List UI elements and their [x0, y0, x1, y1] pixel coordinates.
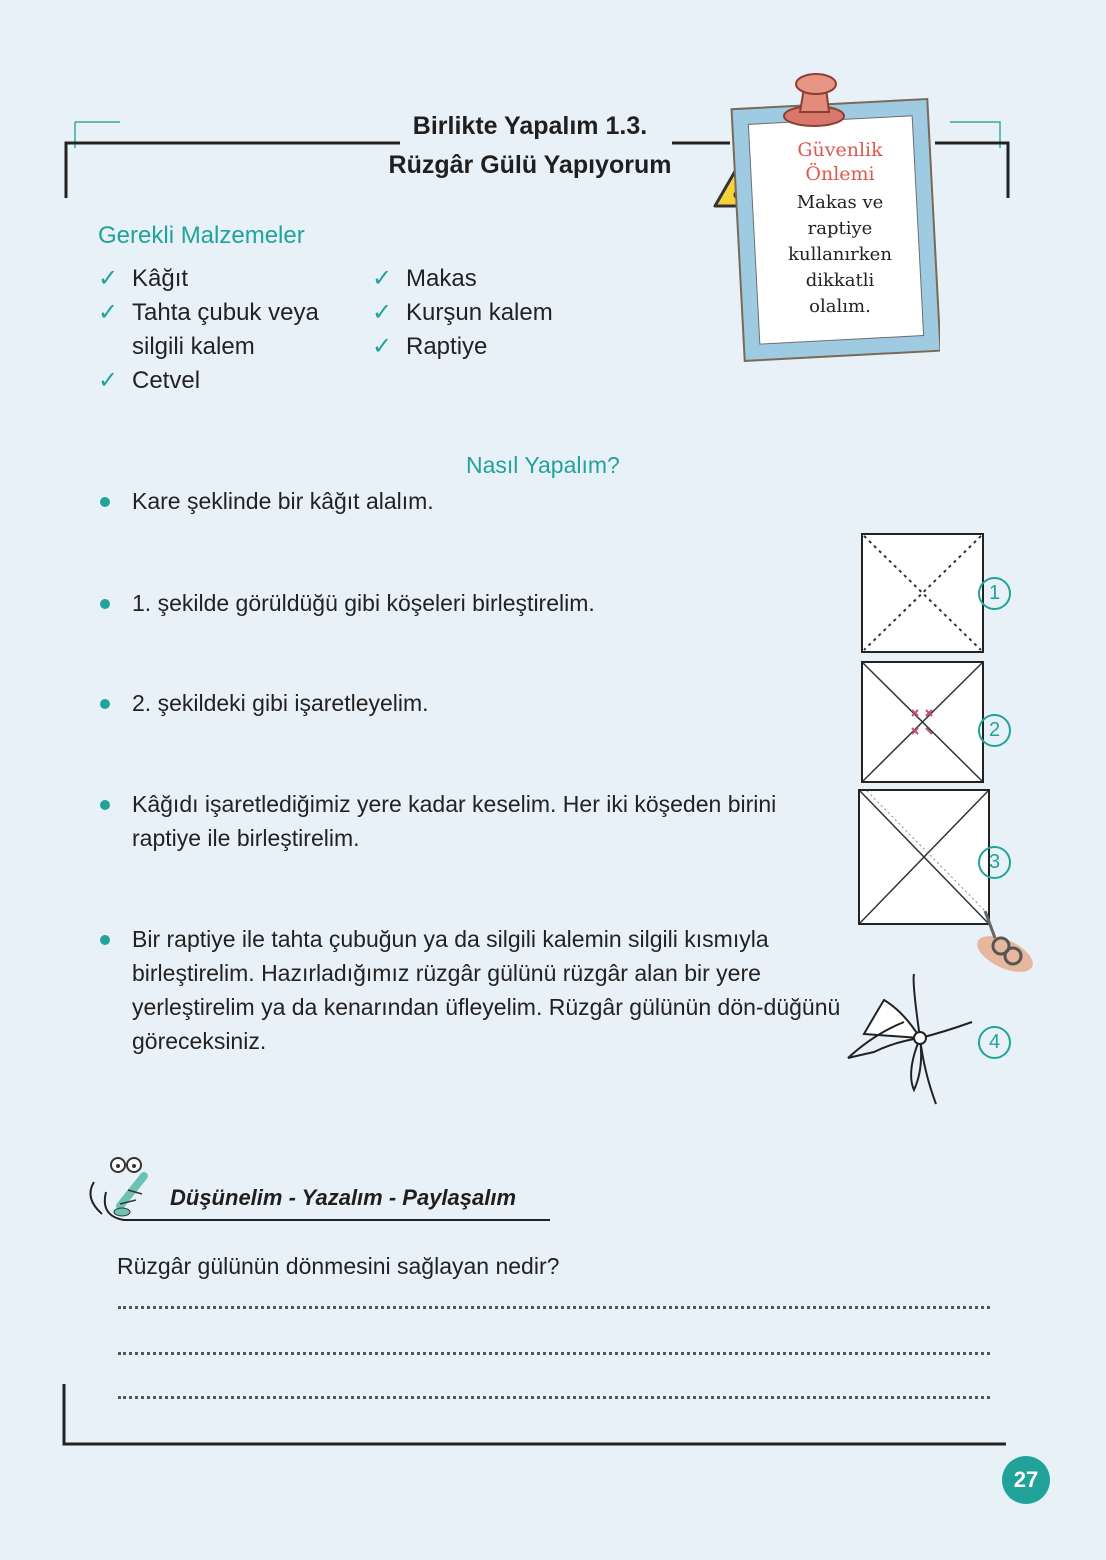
- check-icon: ✓: [98, 367, 119, 394]
- bottom-frame: [0, 1380, 1106, 1460]
- list-item: ✓ Raptiye: [372, 330, 553, 364]
- figure-3-cutting-square: [855, 786, 1060, 978]
- materials-heading: Gerekli Malzemeler: [98, 222, 305, 249]
- activity-subtitle: Rüzgâr Gülü Yapıyorum: [388, 151, 672, 179]
- figure-number: 1: [978, 577, 1011, 610]
- list-item: ✓ Kâğıt: [98, 262, 319, 296]
- safety-heading: Güvenlik: [797, 139, 883, 161]
- think-heading: Düşünelim - Yazalım - Paylaşalım: [170, 1185, 517, 1210]
- safety-text: Makas ve: [796, 192, 884, 213]
- bullet-icon: [100, 935, 110, 945]
- safety-text: kullanırken: [788, 244, 892, 265]
- activity-title: Birlikte Yapalım 1.3.: [412, 112, 648, 140]
- figure-2-marked-square: [860, 660, 986, 784]
- check-icon: ✓: [372, 265, 393, 292]
- safety-text: dikkatli: [805, 270, 875, 291]
- answer-line[interactable]: [118, 1352, 990, 1355]
- figure-number: 3: [978, 846, 1011, 879]
- safety-text: raptiye: [807, 218, 873, 239]
- materials-list-2: [372, 262, 553, 364]
- answer-line[interactable]: [118, 1306, 990, 1309]
- materials-list-1: [98, 262, 319, 398]
- safety-text: olalım.: [809, 296, 871, 317]
- how-heading: Nasıl Yapalım?: [466, 452, 620, 478]
- pushpin-icon: [774, 68, 854, 138]
- figure-number: 4: [978, 1026, 1011, 1059]
- list-item: ✓ Kurşun kalem: [372, 296, 553, 330]
- safety-heading: Önlemi: [805, 163, 875, 185]
- top-frame: [0, 0, 1106, 220]
- bullet-icon: [100, 497, 110, 507]
- list-item: silgili kalem: [132, 333, 255, 360]
- think-question: Rüzgâr gülünün dönmesini sağlayan nedir?: [117, 1253, 560, 1279]
- figure-4-pinwheel: [844, 972, 976, 1112]
- bullet-icon: [100, 800, 110, 810]
- bullet-icon: [100, 599, 110, 609]
- list-item: ✓ Cetvel: [98, 364, 319, 398]
- list-item: ✓ Tahta çubuk veya: [98, 296, 319, 330]
- check-icon: ✓: [372, 299, 393, 326]
- bullet-icon: [100, 699, 110, 709]
- safety-note: [730, 96, 940, 364]
- page-number: 27: [1002, 1456, 1050, 1504]
- check-icon: ✓: [98, 299, 119, 326]
- check-icon: ✓: [98, 265, 119, 292]
- figure-1-folded-square: [860, 532, 986, 654]
- check-icon: ✓: [372, 333, 393, 360]
- figure-number: 2: [978, 714, 1011, 747]
- list-item: ✓ Makas: [372, 262, 553, 296]
